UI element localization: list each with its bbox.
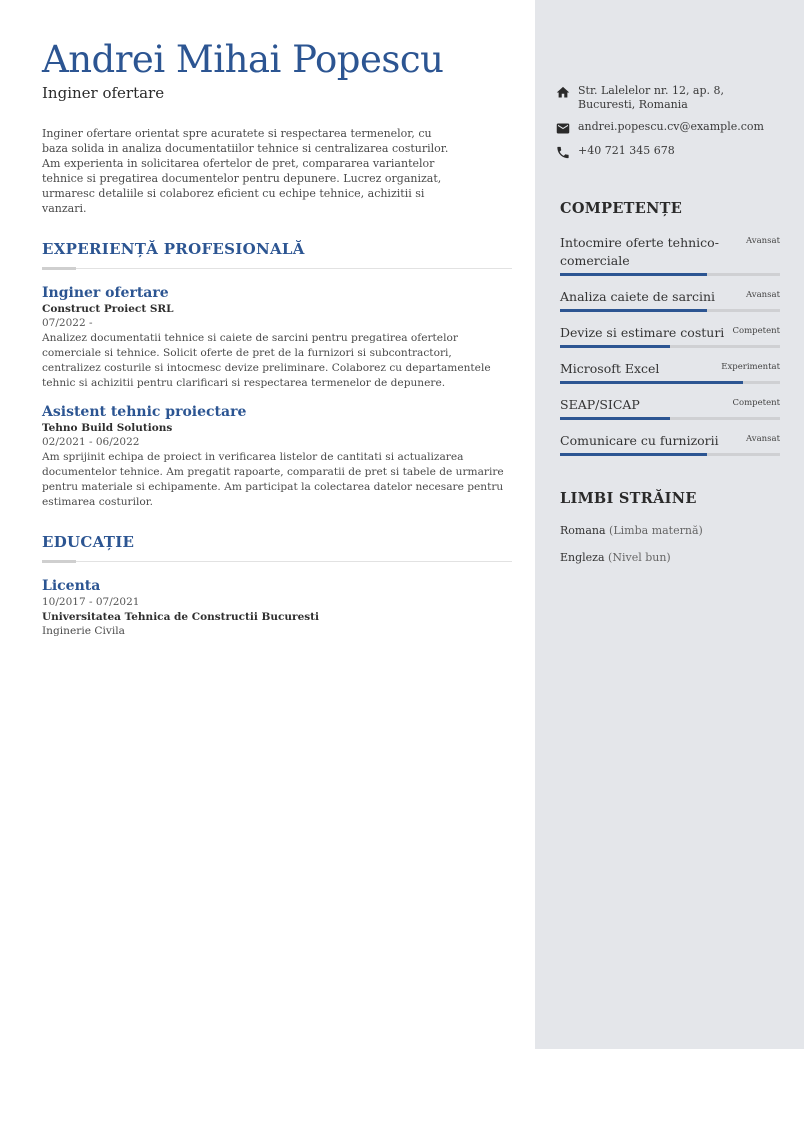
address-text: Str. Lalelelor nr. 12, ap. 8, Bucuresti, Romania	[578, 84, 725, 111]
section-divider	[42, 267, 512, 270]
skill-name: Microsoft Excel	[560, 361, 660, 376]
skill-level: Avansat	[746, 290, 780, 300]
skill-item	[560, 324, 780, 348]
skill-progress-bar	[560, 453, 780, 456]
contact-address	[555, 84, 780, 112]
education-section	[42, 532, 512, 639]
section-title-languages: LIMBI STRĂINE	[560, 490, 697, 507]
section-title-education: EDUCAȚIE	[42, 533, 135, 551]
skill-level: Avansat	[746, 236, 780, 246]
phone-icon	[555, 145, 571, 160]
skill-name: SEAP/SICAP	[560, 397, 640, 412]
contact-email	[555, 120, 780, 136]
job-dates: 02/2021 - 06/2022	[42, 436, 140, 448]
skill-level: Avansat	[746, 434, 780, 444]
skill-level: Experimentat	[721, 362, 780, 372]
phone-text: +40 721 345 678	[578, 144, 675, 157]
email-link[interactable]: andrei.popescu.cv@example.com	[578, 120, 764, 133]
languages-section	[560, 489, 780, 578]
company-name: Tehno Build Solutions	[42, 422, 173, 434]
education-entry	[42, 578, 512, 639]
skill-progress-bar	[560, 309, 780, 312]
skill-progress-bar	[560, 381, 780, 384]
home-icon	[555, 85, 571, 100]
candidate-name: Andrei Mihai Popescu	[42, 38, 444, 81]
skill-item	[560, 234, 780, 276]
skill-progress-bar	[560, 345, 780, 348]
job-title: Inginer ofertare	[42, 285, 169, 301]
language-level: (Nivel bun)	[608, 551, 671, 564]
degree-title: Licenta	[42, 578, 101, 594]
section-divider	[42, 560, 512, 563]
skill-name: Intocmire oferte tehnico-comerciale	[560, 235, 719, 268]
language-name: Engleza	[560, 551, 605, 564]
skills-section	[560, 199, 780, 468]
job-description: Analizez documentatii tehnice si caiete de sarcini pentru pregatirea ofertelor comerciale si tehnice. Solicit oferte de pret de la furnizori si subcontractori, centralizez costurile si intocmesc devize preliminare. Colaborez cu departamentele tehnic si achizitii pentru clarificari si respectarea termenelor de depunere.	[42, 332, 491, 389]
field-of-study: Inginerie Civila	[42, 625, 125, 637]
skill-item	[560, 360, 780, 384]
job-description: Am sprijinit echipa de proiect in verificarea listelor de cantitati si actualizarea documentelor tehnice. Am pregatit rapoarte, comparatii de pret si tabele de urmarire pentru materiale si echipamente. Am participat la colectarea datelor necesare pentru estimarea costurilor.	[42, 451, 504, 508]
skill-level: Competent	[732, 398, 780, 408]
skill-name: Devize si estimare costuri	[560, 325, 725, 340]
institution-name: Universitatea Tehnica de Constructii Bucuresti	[42, 611, 320, 623]
mail-icon	[555, 121, 571, 136]
experience-entry	[42, 285, 512, 391]
language-level: (Limba maternă)	[609, 524, 703, 537]
experience-entry	[42, 404, 512, 510]
language-name: Romana	[560, 524, 606, 537]
skill-name: Comunicare cu furnizorii	[560, 433, 719, 448]
section-title-experience: EXPERIENȚĂ PROFESIONALĂ	[42, 240, 305, 258]
skill-level: Competent	[732, 326, 780, 336]
main-column	[42, 38, 512, 652]
job-dates: 07/2022 -	[42, 317, 93, 329]
job-title: Asistent tehnic proiectare	[42, 404, 247, 420]
skill-item	[560, 396, 780, 420]
skill-name: Analiza caiete de sarcini	[560, 289, 716, 304]
skill-item	[560, 432, 780, 456]
skill-progress-bar	[560, 417, 780, 420]
company-name: Construct Proiect SRL	[42, 303, 174, 315]
skill-item	[560, 288, 780, 312]
contact-phone	[555, 144, 780, 160]
experience-section	[42, 239, 512, 510]
language-item	[560, 524, 780, 538]
candidate-role: Inginer ofertare	[42, 84, 165, 102]
contact-info	[555, 84, 780, 168]
language-item	[560, 551, 780, 565]
section-title-skills: COMPETENȚE	[560, 200, 683, 217]
skill-progress-bar	[560, 273, 780, 276]
education-dates: 10/2017 - 07/2021	[42, 596, 140, 608]
profile-summary: Inginer ofertare orientat spre acuratete si respectarea termenelor, cu baza solida in analiza documentatiilor tehnice si centralizarea costurilor. Am experienta in solicitarea ofertelor de pret, compararea variantelor tehnice si pregatirea documentelor pentru depunere. Lucrez organizat, urmaresc detaliile si colaborez eficient cu echipe tehnice, achizitii si vanzari.	[42, 127, 449, 215]
